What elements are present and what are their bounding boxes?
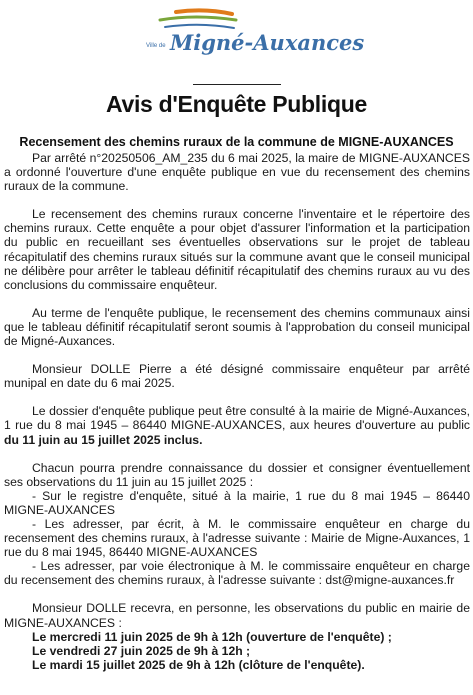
paragraph-commissioner: Monsieur DOLLE Pierre a été désigné commissaire enquêteur par arrêté munipal en date du 6 mai 2025.	[4, 362, 470, 391]
list-item: - Les adresser, par écrit, à M. le commissaire enquêteur en charge du recensement des chemins ruraux, à l'adresse suivante : Mairie de Migne-Auxances, 1 rue du 8 mai 1945, 86440 MIGNE-AUXANCES	[4, 516, 470, 560]
list-item: - Les adresser, par voie électronique à M. le commissaire enquêteur en charge du recensement des chemins ruraux, à l'adresse suivante : dst@migne-auxances.fr	[4, 559, 470, 588]
page-title: Avis d'Enquête Publique	[106, 91, 367, 117]
list-item: Le mardi 15 juillet 2025 de 9h à 12h (clôture de l'enquête).	[32, 657, 365, 672]
paragraph-observations: Chacun pourra prendre connaissance du dossier et consigner éventuellement ses observations du 11 juin au 15 juillet 2025 :	[4, 460, 470, 489]
observation-methods	[4, 489, 470, 588]
paragraph-decree: Par arrêté n°20250506_AM_235 du 6 mai 2025, la maire de MIGNE-AUXANCES a ordonné l'ouverture d'une enquête publique en vue du recensement des chemins ruraux de la commune.	[4, 151, 470, 194]
paragraph-scope: Le recensement des chemins ruraux concerne l'inventaire et le répertoire des chemins ruraux. Cette enquête a pour objet d'assurer l'information et la participation du public en recueillant ses éventuelles observations sur le projet de tableau récapitulatif des chemins ruraux situés sur la commune avant que le conseil municipal ne délibère pour arrêter le tableau définitif récapitulatif des chemins ruraux au vu des conclusions du commissaire enquêteur.	[4, 207, 470, 292]
title-separator	[193, 84, 281, 85]
list-item: Le vendredi 27 juin 2025 de 9h à 12h ;	[32, 643, 251, 658]
paragraph-approval: Au terme de l'enquête publique, le recensement des chemins communaux ainsi que le tableau définitif récapitulatif seront soumis à l'approbation du conseil municipal de Migné-Auxances.	[4, 305, 470, 349]
permanence-dates	[4, 630, 470, 672]
page-subtitle: Recensement des chemins ruraux de la commune de MIGNE-AUXANCES	[19, 135, 454, 149]
notice-body	[4, 151, 470, 672]
consultation-text: Le dossier d'enquête publique peut être consulté à la mairie de Migné-Auxances, 1 rue du 8 mai 1945 – 86440 MIGNE-AUXANCES, aux heures d'ouverture au public	[4, 404, 470, 433]
list-item: Le mercredi 11 juin 2025 de 9h à 12h (ouverture de l'enquête) ;	[32, 629, 392, 644]
consultation-dates: du 11 juin au 15 juillet 2025 inclus.	[4, 432, 203, 447]
paragraph-consultation	[4, 404, 470, 446]
paragraph-permanences: Monsieur DOLLE recevra, en personne, les observations du public en mairie de MIGNE-AUXANCES :	[4, 601, 470, 630]
town-logo	[0, 6, 473, 60]
list-item: - Sur le registre d'enquête, situé à la mairie, 1 rue du 8 mai 1945 – 86440 MIGNE-AUXANCES	[4, 488, 470, 517]
logo-name: Migné-Auxances	[170, 30, 365, 55]
logo-prefix: Ville de	[146, 43, 166, 49]
